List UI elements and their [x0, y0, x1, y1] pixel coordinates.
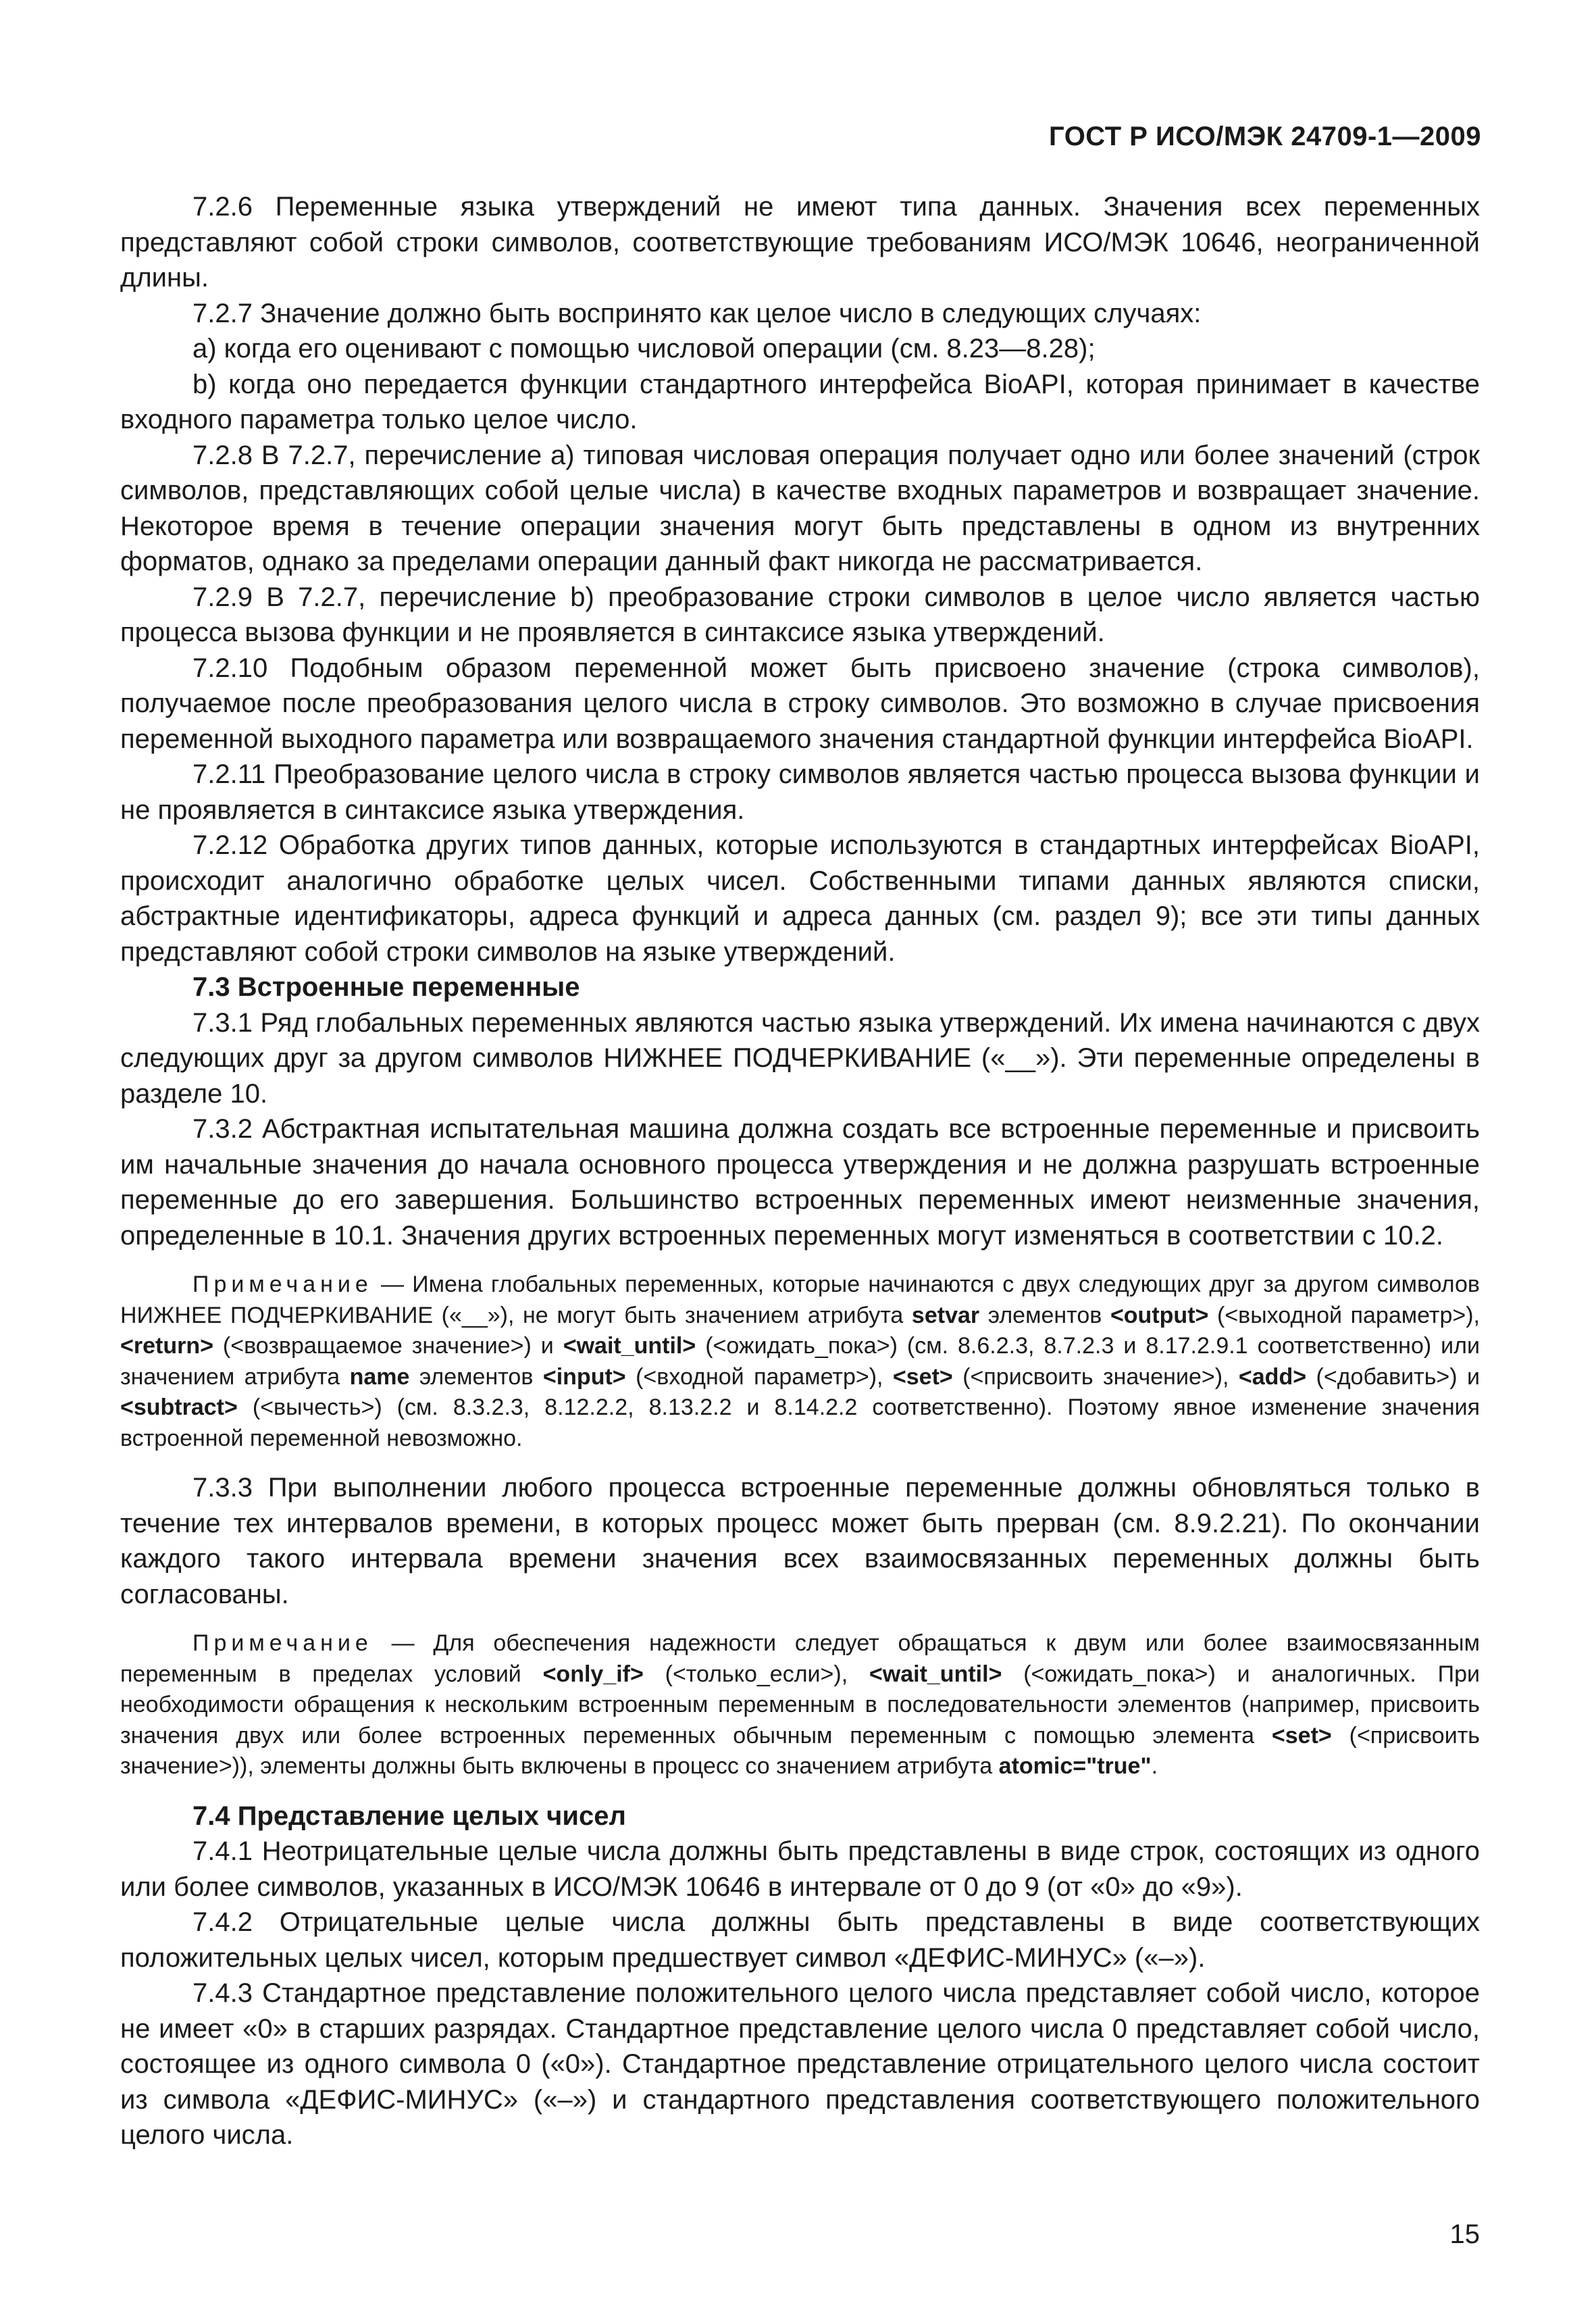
paragraph-7-3-2: 7.3.2 Абстрактная испытательная машина должна создать все встроенные переменные и присвоить им начальные значения до начала основного процесса утверждения и не должна разрушать встроенные переменные до его завершения. Большинство встроенных переменных имеют неизменные значения, определенные в 10.1. Значения других встроенных переменных могут изменяться в соответствии с 10.2.: [120, 1114, 1480, 1251]
paragraph-7-2-10: 7.2.10 Подобным образом переменной может быть присвоено значение (строка символов), получаемое после преобразования целого числа в строку символов. Это возможно в случае присвоения переменной выходного параметра или возвращаемого значения стандартной функции интерфейса BioAPI.: [120, 653, 1480, 754]
document-body: [120, 189, 1480, 2153]
paragraph-7-2-9: 7.2.9 В 7.2.7, перечисление b) преобразование строки символов в целое число является частью процесса вызова функции и не проявляется в синтаксисе языка утверждений.: [120, 582, 1480, 647]
paragraph-7-3-1: 7.3.1 Ряд глобальных переменных являются частью языка утверждений. Их имена начинаются с двух следующих друг за другом символов НИЖНЕЕ ПОДЧЕРКИВАНИЕ («__»). Эти переменные определены в разделе 10.: [120, 1007, 1480, 1109]
list-item-a: a) когда его оценивают с помощью числовой операции (см. 8.23—8.28);: [192, 334, 1096, 363]
paragraph-7-2-7: 7.2.7 Значение должно быть воспринято как целое число в следующих случаях:: [192, 298, 1202, 328]
paragraph-7-2-12: 7.2.12 Обработка других типов данных, которые используются в стандартных интерфейсах BioAPI, происходит аналогично обработке целых чисел. Собственными типами данных являются списки, абстрактные идентификаторы, адреса функций и адреса данных (см. раздел 9); все эти типы данных представляют собой строки символов на языке утверждений.: [120, 830, 1480, 967]
paragraph-7-2-8: 7.2.8 В 7.2.7, перечисление а) типовая числовая операция получает одно или более значений (строк символов, представляющих собой целые числа) в качестве входных параметров и возвращает значение. Некоторое время в течение операции значения могут быть представлены в одном из внутренних форматов, однако за пределами операции данный факт никогда не рассматривается.: [120, 440, 1480, 576]
note-label: Примечание: [192, 1630, 373, 1656]
list-item-b: b) когда оно передается функции стандартного интерфейса BioAPI, которая принимает в качестве входного параметра только целое число.: [120, 369, 1480, 434]
note-1: Примечание — Имена глобальных переменных, которые начинаются с двух следующих друг за другом символов НИЖНЕЕ ПОДЧЕРКИВАНИЕ («__»), не могут быть значением атрибута setvar элементов <output> (<выходной параметр>), <return> (<возвращаемое значение>) и <wait_until> (<ожидать_пока>) (см. 8.6.2.3, 8.7.2.3 и 8.17.2.9.1 соответственно) или значением атрибута name элементов <input> (<входной параметр>), <set> (<присвоить значение>), <add> (<добавить>) и <subtract> (<вычесть>) (см. 8.3.2.3, 8.12.2.2, 8.13.2.2 и 8.14.2.2 соответственно). Поэтому явное изменение значения встроенной переменной невозможно.: [120, 1272, 1481, 1451]
paragraph-7-3-3: 7.3.3 При выполнении любого процесса встроенные переменные должны обновляться только в течение тех интервалов времени, в которых процесс может быть прерван (см. 8.9.2.21). По окончании каждого такого интервала времени значения всех взаимосвязанных переменных должны быть согласованы.: [120, 1473, 1480, 1609]
section-heading-7-3: 7.3 Встроенные переменные: [192, 972, 580, 1002]
section-heading-7-4: 7.4 Представление целых чисел: [192, 1801, 626, 1831]
paragraph-7-4-2: 7.4.2 Отрицательные целые числа должны быть представлены в виде соответствующих положительных целых чисел, которым предшествует символ «ДЕФИС-МИНУС» («–»).: [120, 1907, 1480, 1973]
paragraph-7-2-11: 7.2.11 Преобразование целого числа в строку символов является частью процесса вызова функции и не проявляется в синтаксисе языка утверждения.: [120, 759, 1480, 825]
page-number: 15: [1449, 2219, 1480, 2249]
paragraph-7-4-3: 7.4.3 Стандартное представление положительного целого числа представляет собой число, которое не имеет «0» в старших разрядах. Стандартное представление целого числа 0 представляет собой число, состоящее из одного символа 0 («0»). Стандартное представление отрицательного целого числа состоит из символа «ДЕФИС-МИНУС» («–») и стандартного представления соответствующего положительного целого числа.: [120, 1978, 1480, 2150]
document-header: ГОСТ Р ИСО/МЭК 24709-1—2009: [1049, 122, 1481, 151]
paragraph-7-4-1: 7.4.1 Неотрицательные целые числа должны быть представлены в виде строк, состоящих из одного или более символов, указанных в ИСО/МЭК 10646 в интервале от 0 до 9 (от «0» до «9»).: [120, 1836, 1480, 1902]
note-label: Примечание: [192, 1272, 373, 1297]
paragraph-7-2-6: 7.2.6 Переменные языка утверждений не имеют типа данных. Значения всех переменных представляют собой строки символов, соответствующие требованиям ИСО/МЭК 10646, неограниченной длины.: [120, 192, 1480, 293]
note-2: Примечание — Для обеспечения надежности следует обращаться к двум или более взаимосвязанным переменным в пределах условий <only_if> (<только_если>), <wait_until> (<ожидать_пока>) и аналогичных. При необходимости обращения к нескольким встроенным переменным в последовательности элементов (например, присвоить значения двух или более встроенных переменных обычным переменным с помощью элемента <set> (<присвоить значение>)), элементы должны быть включены в процесс со значением атрибута atomic="true".: [120, 1630, 1480, 1779]
